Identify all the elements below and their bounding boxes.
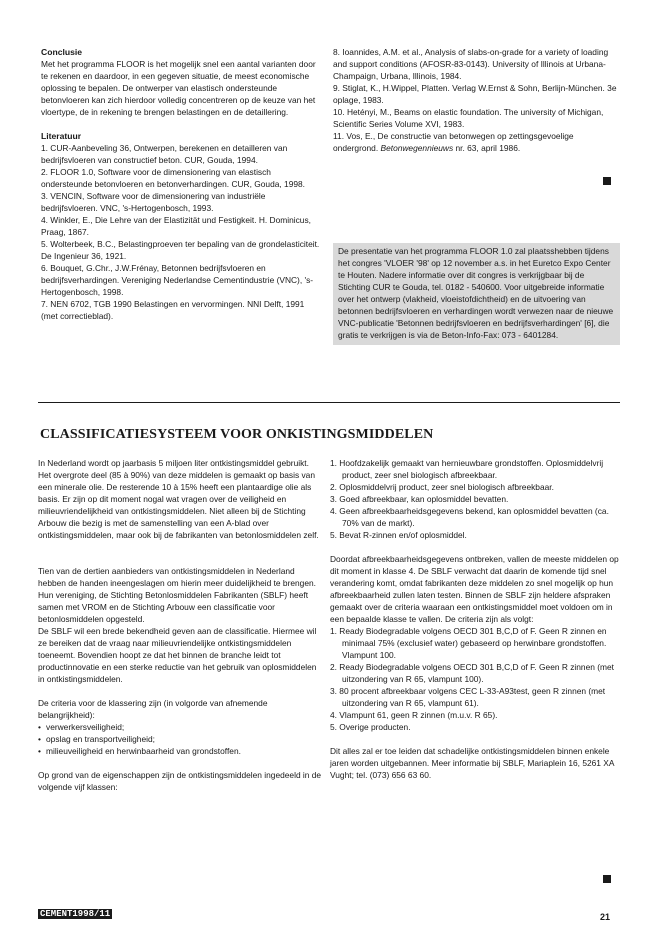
- section-divider: [38, 402, 620, 403]
- literature-item: [333, 130, 619, 154]
- rule-item: 3. 80 procent afbreekbaar volgens CEC L-33-A93test, geen R zinnen (met uitzondering van R 65, vlampunt 61).: [330, 686, 606, 708]
- literature-item-11-suffix: nr. 63, april 1986.: [453, 143, 521, 153]
- class-item: 5. Bevat R-zinnen en/of oplosmiddel.: [330, 530, 467, 540]
- top-left-column: [41, 46, 321, 322]
- literature-heading: Literatuur: [41, 131, 82, 141]
- literature-item: 7. NEN 6702, TGB 1990 Belastingen en vervormingen. NNI Delft, 1991 (met correctieblad).: [41, 299, 305, 321]
- criteria-item: • milieuveiligheid en herwinbaarheid van grondstoffen.: [38, 745, 324, 757]
- rule-item: 2. Ready Biodegradable volgens OECD 301 B,C,D of F. Geen R zinnen (met uitzondering van R 65, vlampunt 100).: [330, 662, 614, 684]
- class-item: 2. Oplosmiddelvrij product, zeer snel biologisch afbreekbaar.: [330, 482, 554, 492]
- literature-item-11-prefix: 11. Vos, E., De constructie van betonwegen op zettingsgevoelige ondergrond.: [333, 131, 574, 153]
- criteria-item: • verwerkersveiligheid;: [38, 721, 324, 733]
- class-item: 4. Geen afbreekbaarheidsgegevens bekend, kan oplosmiddel bevatten (ca. 70% van de markt).: [330, 506, 609, 528]
- section-title: CLASSIFICATIESYSTEEM VOOR ONKISTINGSMIDDELEN: [40, 427, 434, 442]
- end-of-article-square-icon: [603, 177, 611, 185]
- rule-item: 4. Vlampunt 61, geen R zinnen (m.u.v. R 65).: [330, 710, 498, 720]
- magazine-issue-badge: CEMENT1998/11: [40, 909, 111, 919]
- class-item: 3. Goed afbreekbaar, kan oplosmiddel bevatten.: [330, 494, 509, 504]
- class-4-paragraph: Doordat afbreekbaarheidsgegevens ontbreken, vallen de meeste middelen op dit moment in klasse 4. De SBLF verwacht dat daarin de komende tijd snel verandering komt, omdat fabrikanten deze middelen zo snel mogelijk op hun afbreekbaarheid zullen laten testen. Binnen de SBLF zijn heldere afspraken gemaakt over de criteria waaraan een ontkistingsmiddel moet voldoen om in een bepaalde klasse te vallen. De criteria zijn als volgt:: [330, 554, 619, 624]
- conclusion-heading: Conclusie: [41, 47, 83, 57]
- literature-item: 9. Stiglat, K., H.Wippel, Platten. Verlag W.Ernst & Sohn, Berlijn-München. 3e oplage, 1983.: [333, 83, 617, 105]
- literature-list-continued: [333, 46, 619, 154]
- classification-aim-paragraph: De SBLF wil een brede bekendheid geven aan de classificatie. Hiermee wil ze bereiken dat de vraag naar milieuvriendelijke ontkistingsmiddelen toeneemt. Bovendien hoopt ze dat het binnen de branche leidt tot productinnovatie en een sterke reductie van het gebruik van oplosmiddelen in ontkistingsmiddelen.: [38, 626, 317, 684]
- end-of-article-square-icon: [603, 875, 611, 883]
- intro-paragraph: In Nederland wordt op jaarbasis 5 miljoen liter ontkistingsmiddel gebruikt. Het overgrote deel (85 à 90%) van deze middelen is gemaakt op basis van een minerale olie. De resterende 10 à 15% heeft een plantaardige olie als basis. Er zijn op dit moment nogal wat vragen over de veiligheid en milieuvriendelijkheid van ontkistingsmiddelen. Niet alleen bij de Stichting Arbouw die bezig is met de samenstelling van een A-blad over ontkistingsmiddelen, maar ook bij de fabrikanten van betonlosmiddelen zelf.: [38, 458, 319, 540]
- sblf-paragraph: Tien van de dertien aanbieders van ontkistingsmiddelen in Nederland hebben de handen ineengeslagen om hierin meer duidelijkheid te brengen. Hun vereniging, de Stichting Betonlosmiddelen Fabrikanten (SBLF) heeft samen met VROM en de Stichting Arbouw een classificatie voor betonlosmiddelen opgesteld.: [38, 566, 316, 624]
- literature-item: 10. Hetényi, M., Beams on elastic foundation. The university of Michigan, Scientific Series Volume XVI, 1983.: [333, 107, 604, 129]
- bottom-right-column: [330, 457, 620, 781]
- closing-paragraph: Dit alles zal er toe leiden dat schadelijke ontkistingsmiddelen binnen enkele jaren worden uitgebannen. Meer informatie bij SBLF, Mariaplein 16, 5261 XA Vught; tel. (073) 656 63 60.: [330, 746, 614, 780]
- literature-item: 6. Bouquet, G.Chr., J.W.Frénay, Betonnen bedrijfsvloeren en bedrijfsverhardingen. Vereniging Nederlandse Cementindustrie (VNC), 's-Hertogenbosch, 1998.: [41, 263, 314, 297]
- callout-text: De presentatie van het programma FLOOR 1.0 zal plaatsshebben tijdens het congres 'VLOER '98' op 12 november a.s. in het Euretco Expo Center te Houten. Nadere informatie over dit congres is verkrijgbaar bij de Stichting CUR te Gouda, tel. 0182 - 540600. Voor uitgebreide informatie over het ontwerp (vlakheid, vloeistofdichtheid) en de uitvoering van betonnen bedrijfsvloeren en verhardingen wordt verwezen naar de nieuwe VNC-publicatie 'Betonnen bedrijfsvloeren en bedrijfsverhardingen' [6], die gratis te verkrijgen is via de Beton-Info-Fax: 073 - 6401284.: [338, 246, 614, 340]
- classes-intro: Op grond van de eigenschappen zijn de ontkistingsmiddelen ingedeeld in de volgende vijf klassen:: [38, 770, 322, 792]
- page-number: 21: [600, 912, 611, 922]
- literature-item: 2. FLOOR 1.0, Software voor de dimensionering van elastisch ondersteunde betonvloeren en betonverhardingen. CUR, Gouda, 1998.: [41, 167, 306, 189]
- literature-item: 5. Wolterbeek, B.C., Belastingproeven ter bepaling van de grondelasticiteit. De Ingenieur 36, 1921.: [41, 239, 320, 261]
- top-right-column: [333, 46, 619, 154]
- literature-item: 8. Ioannides, A.M. et al., Analysis of slabs-on-grade for a variety of loading and support conditions (AFOSR-83-0143). University of Illinois at Urbana-Champaign, Urbana, Illinois, 1984.: [333, 47, 609, 81]
- criteria-list: [38, 721, 324, 757]
- criteria-intro: De criteria voor de klassering zijn (in volgorde van afnemende belangrijkheid):: [38, 698, 268, 720]
- bottom-left-column: [38, 457, 324, 793]
- criteria-rules-list: [330, 625, 620, 733]
- classes-list: [330, 457, 620, 541]
- rule-item: 1. Ready Biodegradable volgens OECD 301 B,C,D of F. Geen R zinnen en minimaal 75% (exclusief water) gebaseerd op herwinbare grondstoffen. Vlampunt 100.: [330, 626, 607, 660]
- rule-item: 5. Overige producten.: [330, 722, 411, 732]
- literature-item: 4. Winkler, E., Die Lehre van der Elastizität und Festigkeit. H. Dominicus, Praag, 1867.: [41, 215, 311, 237]
- info-callout-box: [333, 243, 620, 345]
- conclusion-text: Met het programma FLOOR is het mogelijk snel een aantal varianten door te rekenen en daardoor, in een gegeven situatie, de meest economische oplossing te bepalen. De ontwerper van elastisch ondersteunde betonvloeren kan zich hierdoor volledig concentreren op de keuze van het vloertype, de in rekening te brengen belastingen en de detaillering.: [41, 59, 316, 117]
- literature-item-11-journal: Betonwegennieuws: [380, 143, 454, 153]
- class-item: 1. Hoofdzakelijk gemaakt van hernieuwbare grondstoffen. Oplosmiddelvrij product, zeer snel biologisch afbreekbaar.: [330, 458, 604, 480]
- literature-item: 1. CUR-Aanbeveling 36, Ontwerpen, berekenen en detailleren van bedrijfsvloeren van constructief beton. CUR, Gouda, 1994.: [41, 143, 288, 165]
- criteria-item: • opslag en transportveiligheid;: [38, 733, 324, 745]
- literature-list: [41, 142, 321, 322]
- literature-item: 3. VENCIN, Software voor de dimensionering van industriële bedrijfsvloeren. VNC, 's-Hertogenbosch, 1993.: [41, 191, 266, 213]
